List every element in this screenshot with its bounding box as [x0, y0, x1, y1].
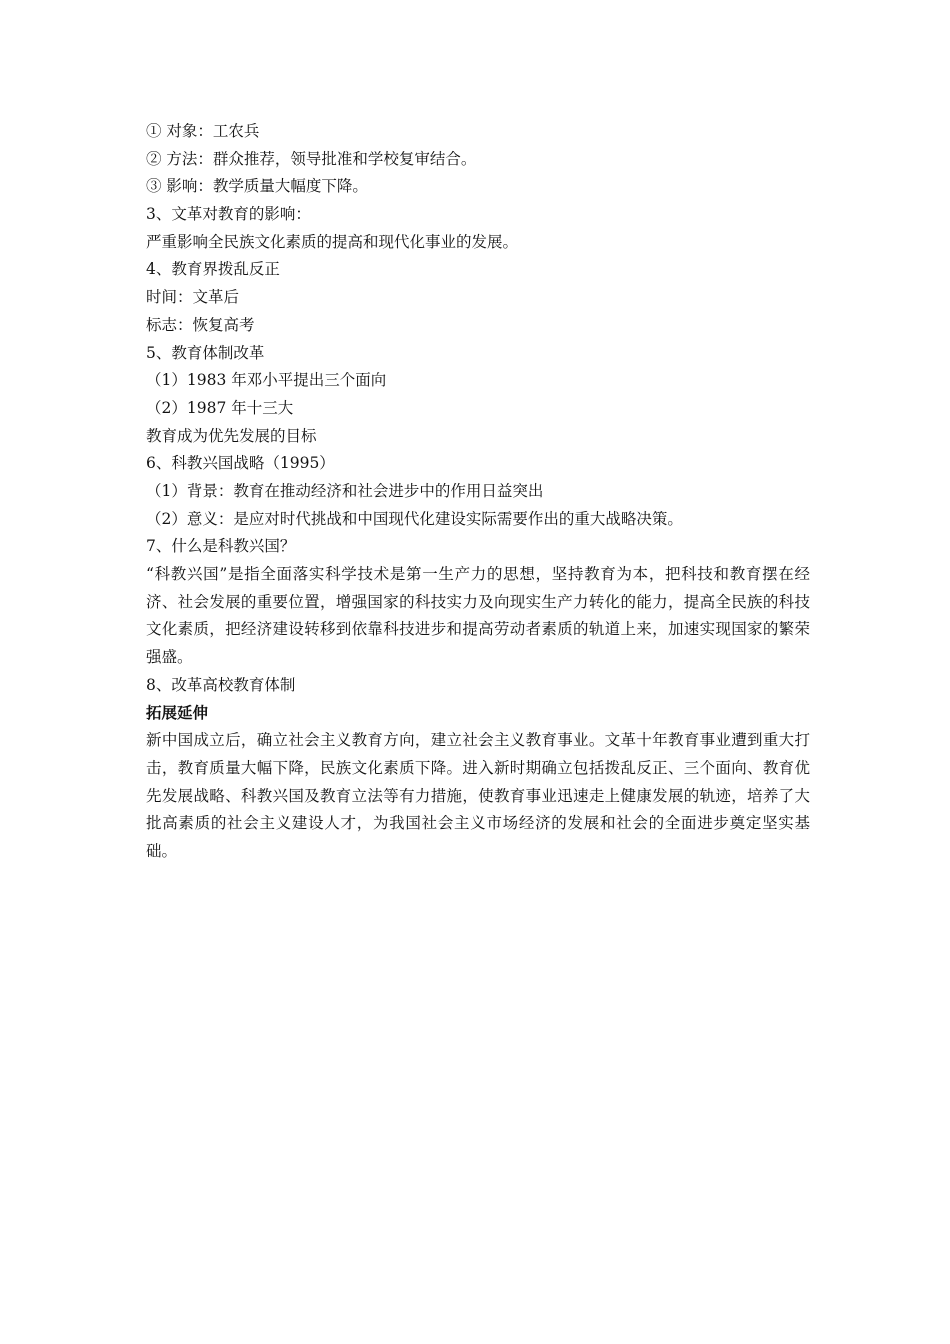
section-5-heading: 5、教育体制改革	[146, 343, 265, 362]
section-5-item-1: （1）1983 年邓小平提出三个面向	[146, 371, 387, 390]
section-6-background: （1）背景：教育在推动经济和社会进步中的作用日益突出	[146, 481, 544, 500]
section-6-heading: 6、科教兴国战略（1995）	[146, 454, 335, 473]
document-page	[146, 118, 810, 866]
section-4-heading: 4、教育界拨乱反正	[146, 260, 280, 279]
line-method: ② 方法：群众推荐，领导批准和学校复审结合。	[146, 149, 477, 168]
section-5-item-2: （2）1987 年十三大	[146, 398, 294, 417]
definition-paragraph: “科教兴国”是指全面落实科学技术是第一生产力的思想，坚持教育为本，把科技和教育摆在经济、社会发展的重要位置，增强国家的科技实力及向现实生产力转化的能力，提高全民族的科技文化素质，把经济建设转移到依靠科技进步和提高劳动者素质的轨道上来，加速实现国家的繁荣强盛。	[146, 565, 810, 667]
line-impact: ③ 影响：教学质量大幅度下降。	[146, 177, 368, 196]
section-6-significance: （2）意义：是应对时代挑战和中国现代化建设实际需要作出的重大战略决策。	[146, 509, 683, 528]
section-7-heading: 7、什么是科教兴国？	[146, 537, 296, 556]
section-3-text: 严重影响全民族文化素质的提高和现代化事业的发展。	[146, 232, 519, 251]
section-8-heading: 8、改革高校教育体制	[146, 675, 296, 694]
section-5-text: 教育成为优先发展的目标	[146, 426, 317, 445]
extension-heading: 拓展延伸	[146, 703, 209, 722]
section-4-time: 时间：文革后	[146, 288, 240, 307]
extension-paragraph: 新中国成立后，确立社会主义教育方向，建立社会主义教育事业。文革十年教育事业遭到重大打击，教育质量大幅下降，民族文化素质下降。进入新时期确立包括拨乱反正、三个面向、教育优先发展战略、科教兴国及教育立法等有力措施，使教育事业迅速走上健康发展的轨迹，培养了大批高素质的社会主义建设人才，为我国社会主义市场经济的发展和社会的全面进步奠定坚实基础。	[146, 731, 810, 860]
section-3-heading: 3、文革对教育的影响：	[146, 205, 311, 224]
section-4-marker: 标志：恢复高考	[146, 315, 255, 334]
line-object: ① 对象：工农兵	[146, 122, 260, 140]
